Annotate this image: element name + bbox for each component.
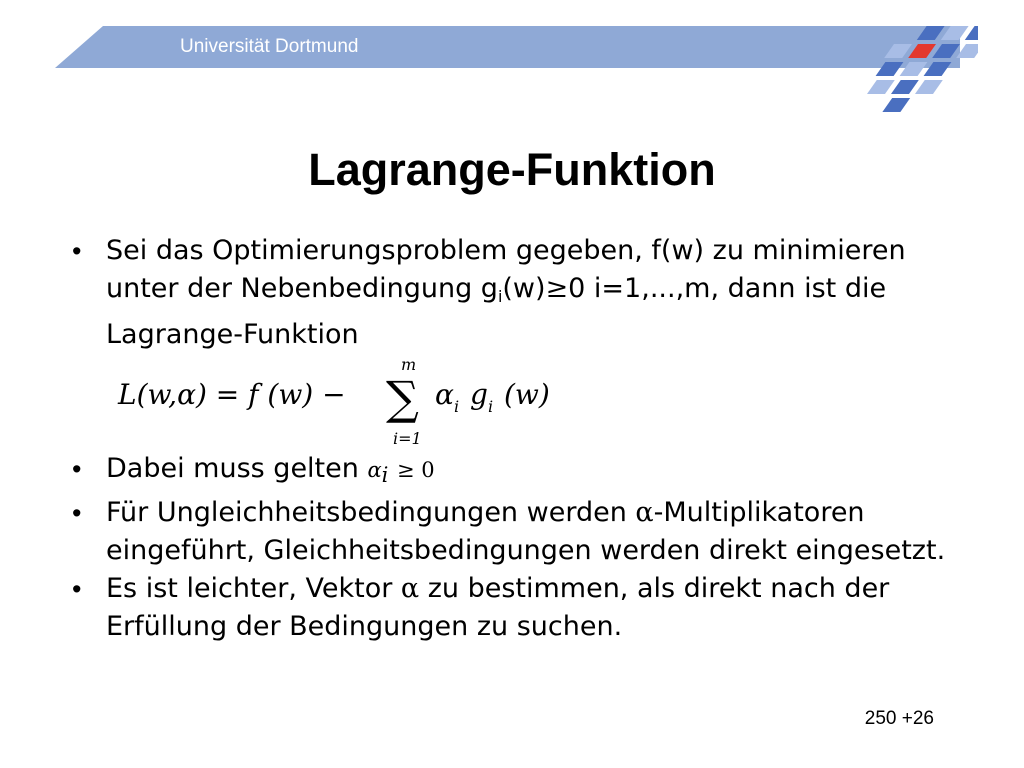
condition-alpha: α — [367, 458, 382, 482]
bullet-item — [72, 450, 952, 494]
formula-lhs: L(w,α) = f (w) − — [118, 378, 346, 411]
bullet-text: Dabei muss gelten — [106, 453, 359, 484]
alpha-symbol: α — [400, 573, 420, 604]
condition-relation: ≥ 0 — [396, 458, 435, 482]
page-number: 250 +26 — [864, 708, 934, 729]
formula-tail: (w) — [504, 378, 550, 411]
bullet-item — [72, 494, 952, 570]
bullet-subscript: i — [497, 287, 503, 306]
bullet-text: zu bestimmen, als direkt nach der Erfüllung der Bedingungen zu suchen. — [106, 573, 890, 642]
bullet-list — [72, 232, 952, 646]
formula-alpha-sub: i — [454, 397, 460, 416]
sum-sign: ∑ — [386, 371, 419, 425]
formula-alpha: α — [435, 378, 454, 411]
bullet-text: -Multiplikatoren eingeführt, Gleichheitsbedingungen werden direkt eingesetzt. — [106, 497, 946, 566]
bullet-dot: • — [72, 498, 82, 528]
bullet-text: (w) — [502, 273, 546, 304]
formula-g: g — [470, 378, 488, 411]
bullet-dot: • — [72, 236, 82, 266]
condition-sub: i — [381, 463, 389, 487]
sum-upper-limit: m — [401, 356, 417, 374]
bullet-text: Für Ungleichheitsbedingungen werden — [106, 497, 636, 528]
lagrange-formula — [72, 356, 952, 448]
alpha-symbol: α — [635, 497, 654, 528]
bullet-dot: • — [72, 574, 82, 604]
formula-graphic — [108, 356, 578, 448]
bullet-item — [72, 232, 952, 354]
bullet-text: 0 i=1,...,m, dann ist die Lagrange-Funktion — [106, 273, 887, 350]
bullet-text: Es ist leichter, Vektor — [106, 573, 401, 604]
bullet-item — [72, 570, 952, 646]
university-logo-icon — [848, 24, 978, 119]
formula-g-sub: i — [488, 397, 494, 416]
bullet-text: Sei das Optimierungsproblem gegeben, f(w) zu minimieren unter der Nebenbedingung g — [106, 235, 906, 304]
slide-title: Lagrange-Funktion — [308, 144, 716, 195]
university-name: Universität Dortmund — [180, 36, 359, 57]
geq-symbol: ≥ — [545, 273, 569, 304]
bullet-dot: • — [72, 454, 82, 484]
sum-lower-limit: i=1 — [393, 429, 422, 448]
